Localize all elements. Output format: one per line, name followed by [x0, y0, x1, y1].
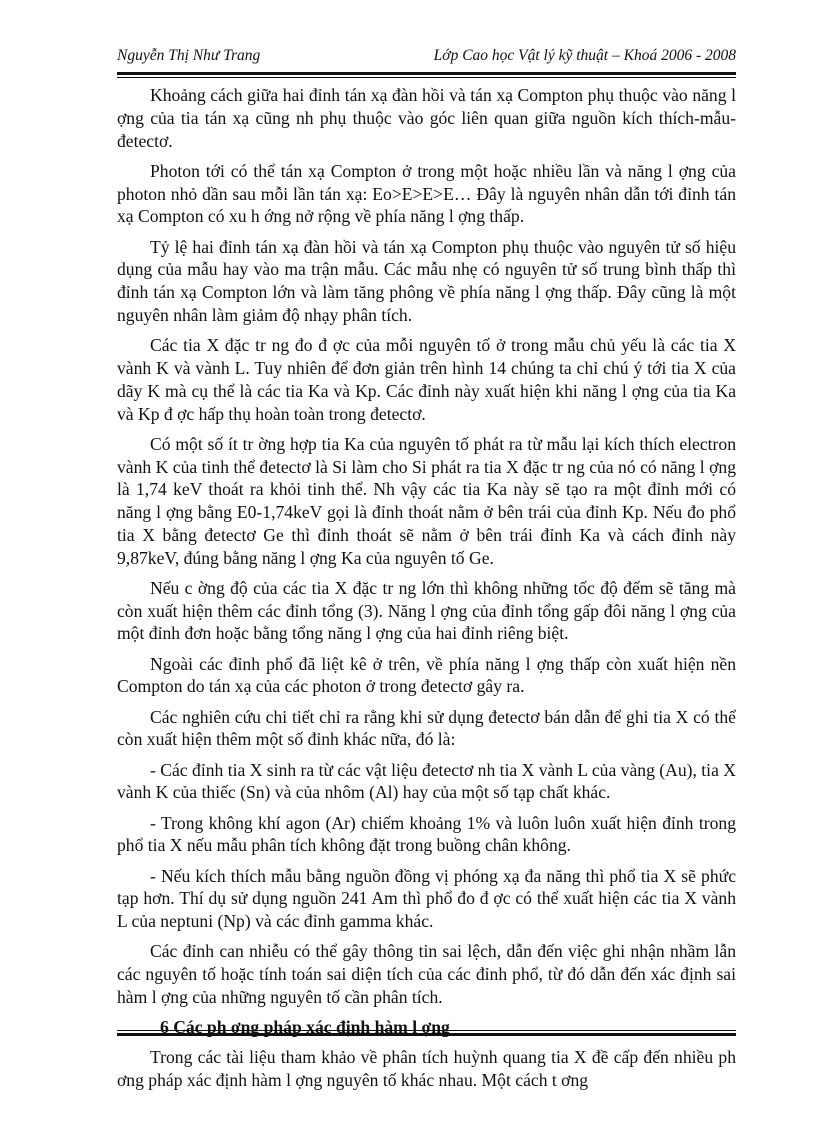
paragraph: Khoảng cách giữa hai đỉnh tán xạ đàn hồi và tán xạ Compton phụ thuộc vào năng l ợng của tia tán xạ cũng nh phụ thuộc vào góc liên quan giữa nguồn kích thích-mẫu-đetectơ.: [117, 85, 736, 151]
header-author: Nguyễn Thị Như Trang: [117, 47, 261, 64]
paragraph: Trong các tài liệu tham khảo về phân tích huỳnh quang tia X đề cấp đến nhiều ph ơng pháp xác định hàm l ợng nguyên tố khác nhau. Một cách t ơng: [117, 1047, 736, 1091]
header-rule: [117, 70, 736, 78]
paragraph: - Nếu kích thích mẫu bằng nguồn đồng vị phóng xạ đa năng thì phổ tia X sẽ phức tạp hơn. Thí dụ sử dụng nguồn 241 Am thì phổ đo đ ợc có thể xuất hiện các tia X vành L của neptuni (Np) và các đỉnh gamma khác.: [117, 865, 736, 932]
header-rule-thin: [117, 77, 736, 78]
footer-rule-thick: [117, 1033, 736, 1036]
footer-rule-thin: [117, 1030, 736, 1031]
header-rule-thick: [117, 72, 736, 75]
section-heading: 6 Các ph ơng pháp xác định hàm l ợng: [160, 1017, 450, 1038]
document-body: [117, 84, 736, 1099]
paragraph: Các đỉnh can nhiễu có thể gây thông tin sai lệch, dẫn đến việc ghi nhận nhầm lẫn các nguyên tố hoặc tính toán sai diện tích của các đỉnh phổ, từ đó dẫn đến xác định sai hàm l ợng của những nguyên tố cần phân tích.: [117, 941, 736, 1007]
paragraph: Có một số ít tr ờng hợp tia Ka của nguyên tố phát ra từ mẫu lại kích thích electron vành K của tinh thể đetectơ là Si làm cho Si phát ra tia X đặc tr ng của nó có năng l ợng là 1,74 keV thoát ra khỏi tinh thể. Nh vậy các tia Ka này sẽ tạo ra một đỉnh mới có năng l ợng bằng E0-1,74keV gọi là đỉnh thoát nằm ở bên trái của đỉnh Kp. Nếu đo phổ tia X bằng đetectơ Ge thì đỉnh thoát sẽ nằm ở bên trái đỉnh Ka và cách đỉnh này 9,87keV, đúng bằng năng l ợng Ka của nguyên tố Ge.: [117, 433, 736, 568]
page-header: [117, 47, 736, 65]
header-course: Lớp Cao học Vật lý kỹ thuật – Khoá 2006 - 2008: [433, 47, 736, 64]
paragraph: Các nghiên cứu chi tiết chỉ ra rằng khi sử dụng đetectơ bán dẫn để ghi tia X có thể còn xuất hiện thêm một số đỉnh khác nữa, đó là:: [117, 706, 736, 750]
paragraph: Tỷ lệ hai đỉnh tán xạ đàn hồi và tán xạ Compton phụ thuộc vào nguyên tử số hiệu dụng của mẫu hay vào ma trận mẫu. Các mẫu nhẹ có nguyên tử số trung bình thấp thì đỉnh tán xạ Compton lớn và làm tăng phông về phía năng l ợng thấp. Đây cũng là một nguyên nhân làm giảm độ nhạy phân tích.: [117, 236, 736, 325]
paragraph: Nếu c ờng độ của các tia X đặc tr ng lớn thì không những tốc độ đếm sẽ tăng mà còn xuất hiện thêm các đỉnh tổng (3). Năng l ợng của đỉnh tổng gấp đôi năng l ợng của một đỉnh đơn hoặc bằng tổng năng l ợng của hai đỉnh riêng biệt.: [117, 577, 736, 644]
paragraph: Ngoài các đỉnh phổ đã liệt kê ở trên, về phía năng l ợng thấp còn xuất hiện nền Compton do tán xạ của các photon ở trong đetectơ gây ra.: [117, 653, 736, 697]
paragraph: - Trong không khí agon (Ar) chiếm khoảng 1% và luôn luôn xuất hiện đỉnh trong phổ tia X nếu mẫu phân tích không đặt trong buồng chân không.: [117, 812, 736, 856]
paragraph: - Các đỉnh tia X sinh ra từ các vật liệu đetectơ nh tia X vành L của vàng (Au), tia X vành K của thiếc (Sn) và của nhôm (Al) hay của một số tạp chất khác.: [117, 759, 736, 803]
paragraph: Photon tới có thể tán xạ Compton ở trong một hoặc nhiều lần và năng l ợng của photon nhỏ dần sau mỗi lần tán xạ: Eo>E>E>E… Đây là nguyên nhân dẫn tới đỉnh tán xạ Compton có xu h ớng nở rộng về phía năng l ợng thấp.: [117, 160, 736, 227]
paragraph: Các tia X đặc tr ng đo đ ợc của mỗi nguyên tố ở trong mẫu chủ yếu là các tia X vành K và vành L. Tuy nhiên để đơn giản trên hình 14 chúng ta chỉ chú ý tới tia X của dãy K mà cụ thể là các tia Ka và Kp. Các đỉnh này xuất hiện khi năng l ợng của tia Ka và Kp đ ợc hấp thụ hoàn toàn trong đetectơ.: [117, 335, 736, 424]
footer-rule: [117, 1030, 736, 1036]
